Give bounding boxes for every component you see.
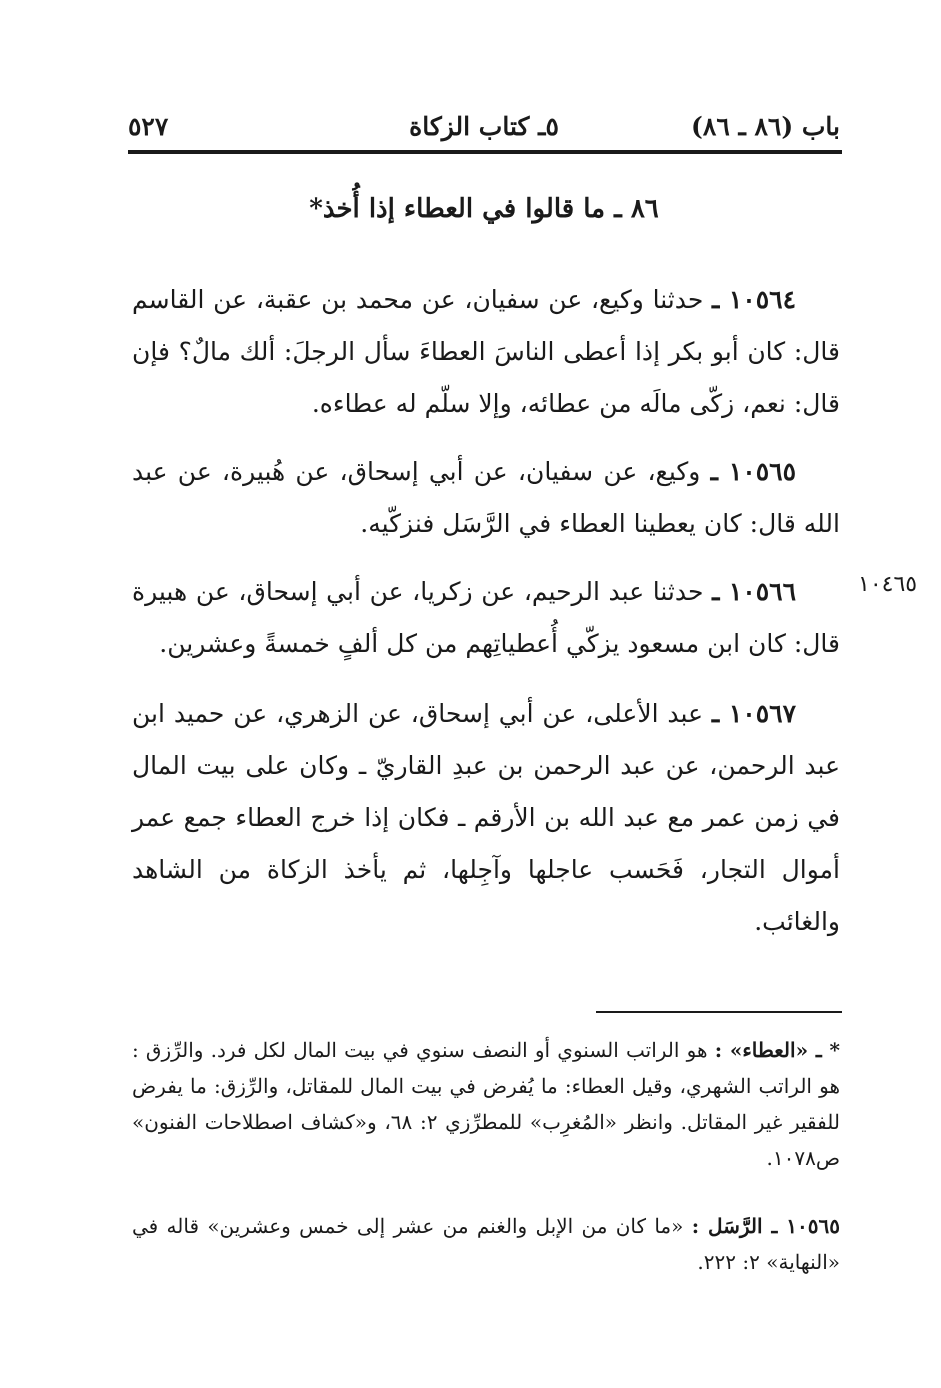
hadith-10564: [132, 274, 840, 430]
footnote-ata: [132, 1032, 840, 1176]
footnote-rasal: [132, 1208, 840, 1280]
section-title: ٨٦ ـ ما قالوا في العطاء إذا أُخذ*: [309, 194, 659, 224]
header-rule: [128, 150, 842, 154]
margin-reference-number: ١٠٤٦٥: [858, 572, 918, 597]
hadith-10566: [132, 566, 840, 670]
footnote-text: «ما كان من الإبل والغنم من عشر إلى خمس وعشرين» قاله في «النهاية» ٢: ٢٢٢.: [132, 1214, 840, 1274]
page-number: ٥٢٧: [128, 112, 169, 141]
footnote-rule: [596, 1011, 842, 1013]
hadith-text: حدثنا وكيع، عن سفيان، عن محمد بن عقبة، عن القاسم قال: كان أبو بكر إذا أعطى الناسَ العطاءَ سأل الرجلَ: ألك مالٌ؟ فإن قال: نعم، زكّى مالَه من عطائه، وإلا سلّم له عطاءه.: [132, 285, 840, 418]
book-title: ٥ـ كتاب الزكاة: [409, 112, 559, 141]
running-header: [128, 108, 840, 148]
hadith-number: ١٠٥٦٧ ـ: [711, 699, 796, 728]
hadith-10565: [132, 446, 840, 550]
hadith-number: ١٠٥٦٦ ـ: [712, 577, 796, 606]
footnote-marker: * ـ «العطاء» :: [714, 1038, 840, 1062]
hadith-number: ١٠٥٦٤ ـ: [712, 285, 796, 314]
footnote-text: هو الراتب السنوي أو النصف سنوي في بيت المال لكل فرد. والرِّزق : هو الراتب الشهري، وقيل العطاء: ما يُفرض في بيت المال للمقاتل، والرِّزق: ما يفرض للفقير غير المقاتل. وانظر «المُغرِب» للمطرِّزي ٢: ٦٨، و«كشاف اصطلاحات الفنون» ص١٠٧٨.: [132, 1038, 840, 1170]
footnote-marker: ١٠٥٦٥ ـ الرَّسَل :: [691, 1214, 840, 1238]
hadith-10567: [132, 688, 840, 948]
chapter-range: باب (٨٦ ـ ٨٦): [691, 112, 840, 141]
hadith-text: حدثنا عبد الرحيم، عن زكريا، عن أبي إسحاق، عن هبيرة قال: كان ابن مسعود يزكّي أُعطياتِهم من كل ألفٍ خمسةً وعشرين.: [132, 577, 840, 658]
hadith-text: عبد الأعلى، عن أبي إسحاق، عن الزهري، عن حميد ابن عبد الرحمن، عن عبد الرحمن بن عبدِ القاريّ ـ وكان على بيت المال في زمن عمر مع عبد الله بن الأرقم ـ فكان إذا خرج العطاء جمع عمر أموال التجار، فَحَسب عاجلها وآجِلها، ثم يأخذ الزكاة من الشاهد والغائب.: [132, 699, 840, 936]
hadith-number: ١٠٥٦٥ ـ: [710, 457, 797, 486]
hadith-text: وكيع، عن سفيان، عن أبي إسحاق، عن هُبيرة، عن عبد الله قال: كان يعطينا العطاء في الرَّسَل فنزكّيه.: [132, 457, 840, 538]
